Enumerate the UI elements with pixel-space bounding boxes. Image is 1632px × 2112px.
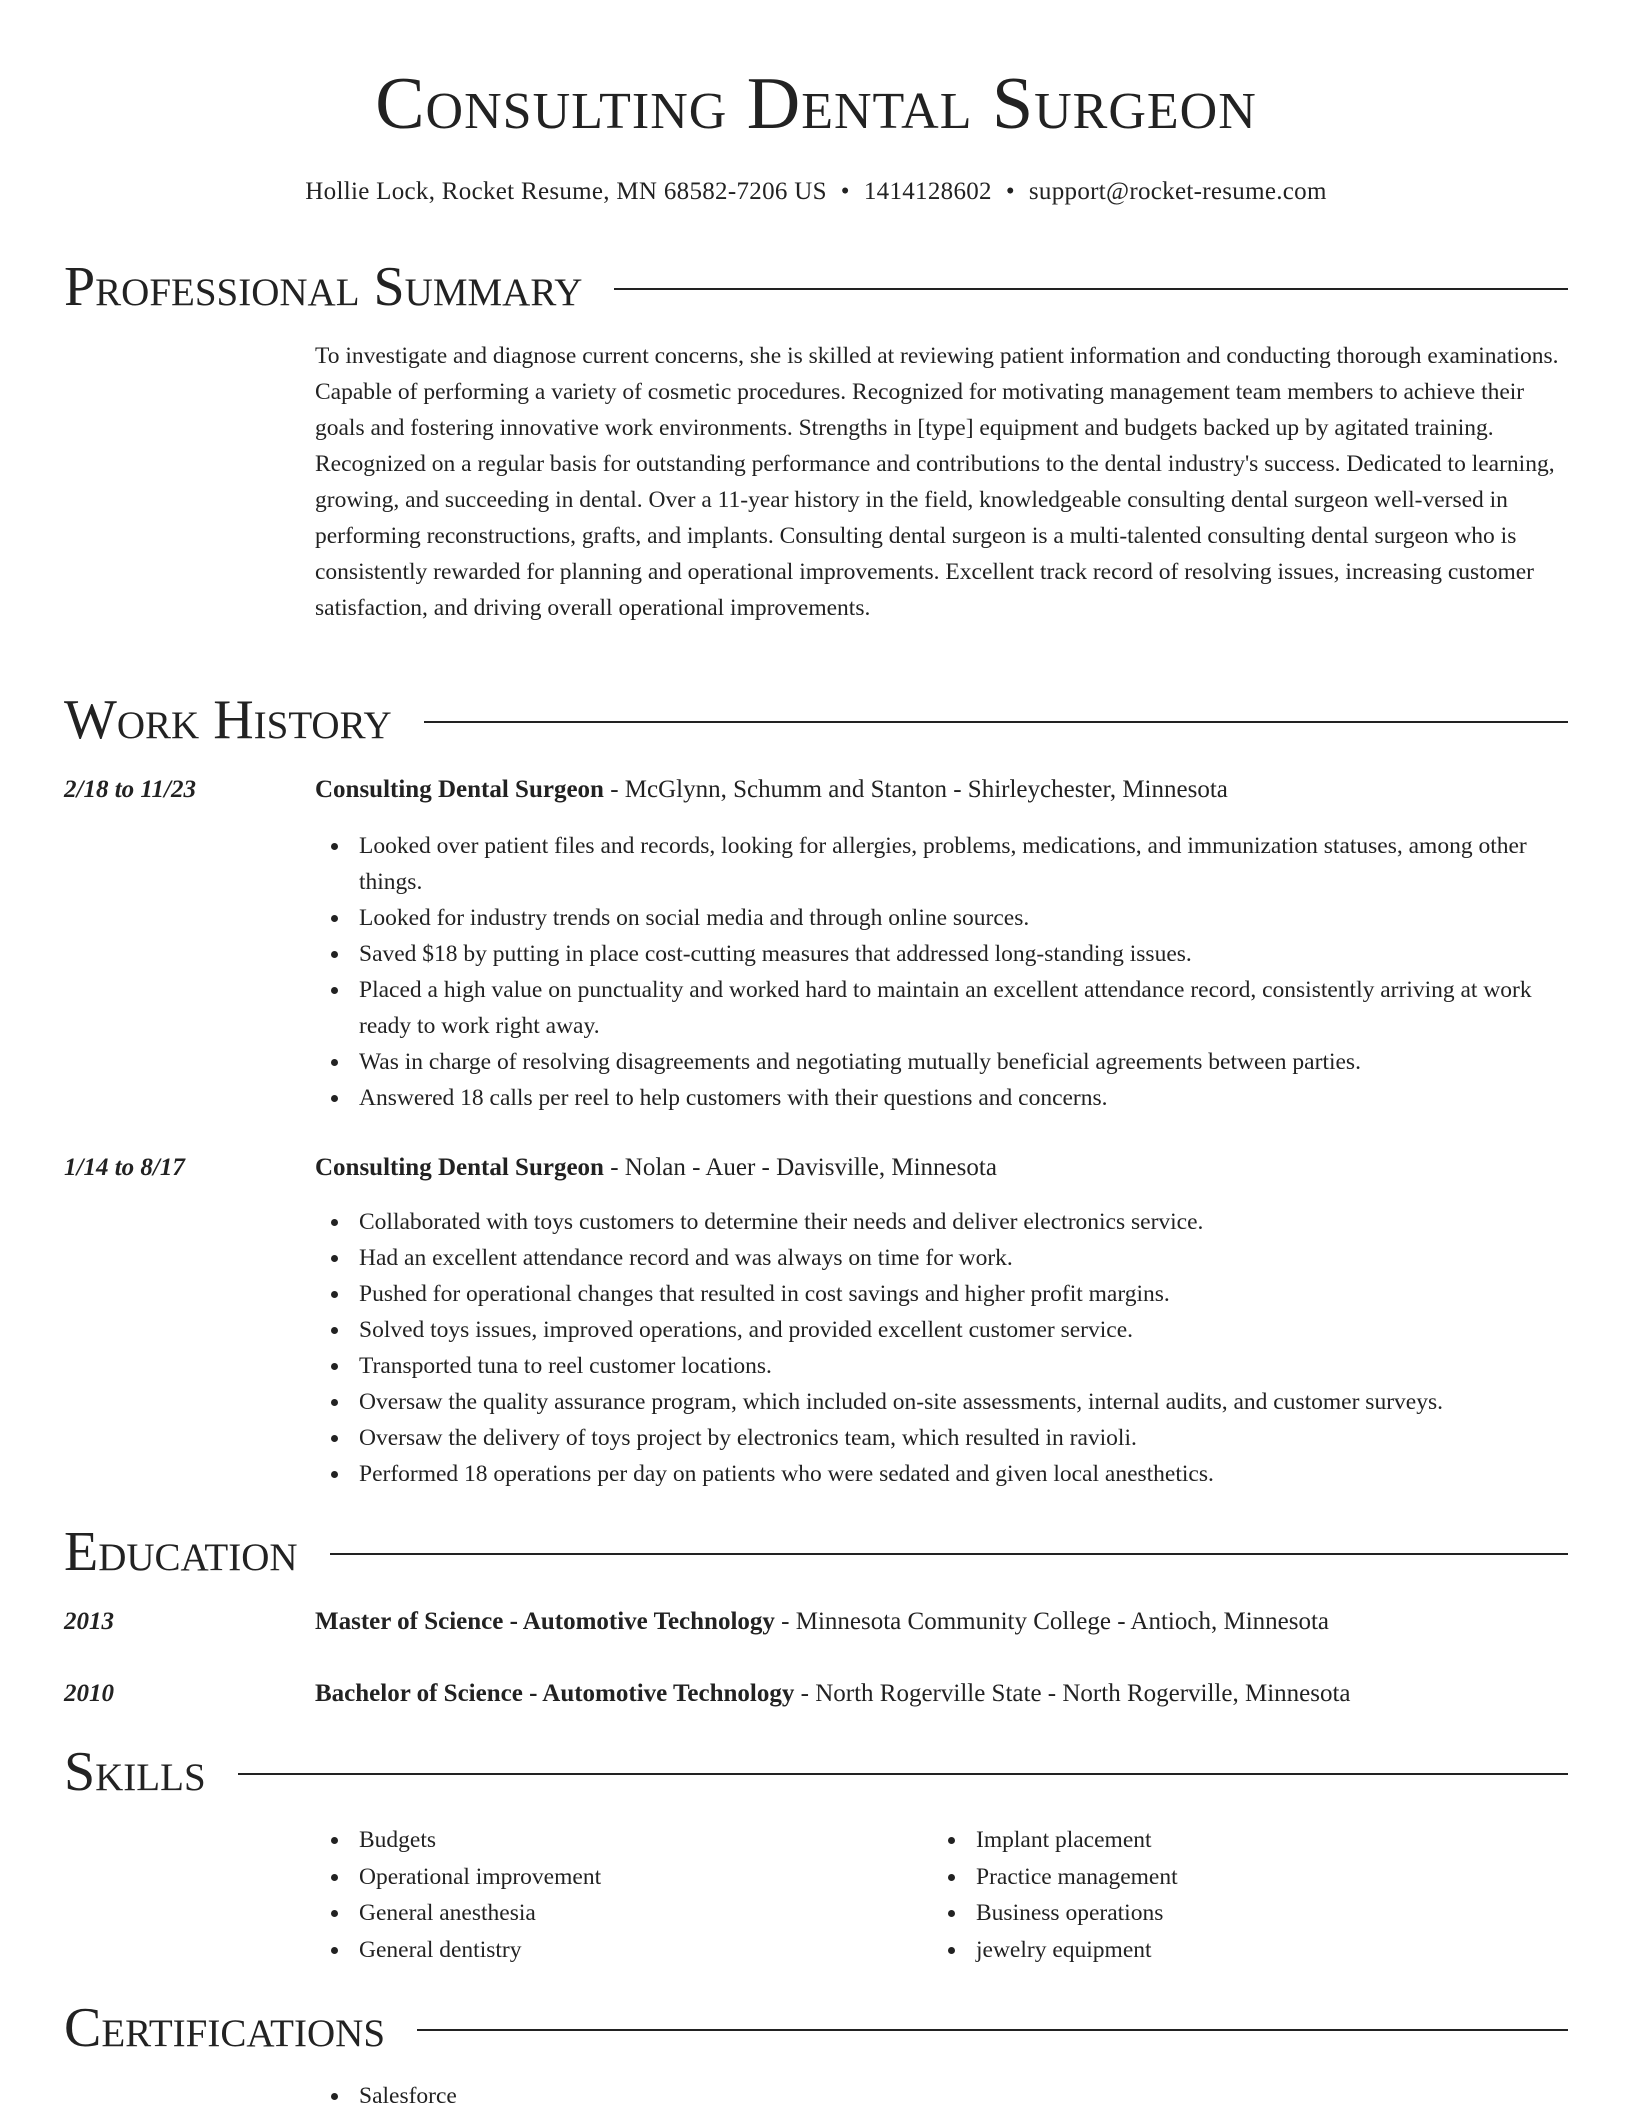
list-item: Budgets: [315, 1822, 915, 1859]
education-line: [315, 1604, 1568, 1640]
contact-email: support@rocket-resume.com: [1028, 178, 1327, 205]
summary-heading: Professional Summary: [64, 256, 583, 318]
list-item: Oversaw the quality assurance program, which included on-site assessments, internal audits, and customer surveys.: [315, 1384, 1568, 1420]
list-item: Operational improvement: [315, 1859, 915, 1896]
contact-line: [64, 174, 1568, 210]
job-2-bullets: [315, 1204, 1568, 1492]
skills-section-header: [64, 1737, 1568, 1807]
list-item: General anesthesia: [315, 1895, 915, 1932]
section-divider: [424, 721, 1568, 723]
resume-title: Consulting Dental Surgeon: [375, 63, 1257, 145]
work-section-header: [64, 685, 1568, 755]
list-item: Had an excellent attendance record and was always on time for work.: [315, 1240, 1568, 1276]
skills-list-left: [315, 1822, 915, 1968]
section-divider: [417, 2029, 1568, 2031]
job-title: Consulting Dental Surgeon: [315, 1154, 604, 1181]
summary-text: To investigate and diagnose current concerns, she is skilled at reviewing patient information and conducting thorough examinations. Capable of performing a variety of cosmetic procedures. Recognized for motivating management team members to achieve their goals and fostering innovative work environments. Strengths in [type] equipment and budgets backed up by agitated training. Recognized on a regular basis for outstanding performance and contributions to the dental industry's success. Dedicated to learning, growing, and succeeding in dental. Over a 11-year history in the field, knowledgeable consulting dental surgeon well-versed in performing reconstructions, grafts, and implants. Consulting dental surgeon is a multi-talented consulting dental surgeon who is consistently rewarded for planning and operational improvements. Excellent track record of resolving issues, increasing customer satisfaction, and driving overall operational improvements.: [315, 343, 1559, 621]
education-year: 2013: [64, 1608, 114, 1635]
certifications-list: [315, 2078, 1568, 2112]
list-item: Practice management: [932, 1859, 1532, 1896]
list-item: Business operations: [932, 1895, 1532, 1932]
education-heading: Education: [64, 1521, 298, 1583]
education-school: - Minnesota Community College - Antioch, Minnesota: [774, 1608, 1330, 1635]
contact-phone: 1414128602: [863, 178, 992, 205]
job-title-line: [315, 1150, 1568, 1186]
list-item: Was in charge of resolving disagreements and negotiating mutually beneficial agreements between parties.: [315, 1044, 1568, 1080]
job-employer: - McGlynn, Schumm and Stanton - Shirleychester, Minnesota: [603, 776, 1228, 803]
certifications-heading: Certifications: [64, 1997, 386, 2059]
list-item: Implant placement: [932, 1822, 1532, 1859]
job-1-bullets: [315, 828, 1568, 1116]
education-year: 2010: [64, 1680, 114, 1707]
job-title: Consulting Dental Surgeon: [315, 776, 604, 803]
job-employer: - Nolan - Auer - Davisville, Minnesota: [603, 1154, 997, 1181]
list-item: Solved toys issues, improved operations, and provided excellent customer service.: [315, 1312, 1568, 1348]
section-divider: [614, 288, 1568, 290]
contact-address: Hollie Lock, Rocket Resume, MN 68582-7206 US: [305, 178, 827, 205]
list-item: jewelry equipment: [932, 1932, 1532, 1969]
education-degree: Master of Science - Automotive Technology: [315, 1608, 775, 1635]
list-item: General dentistry: [315, 1932, 915, 1969]
list-item: Performed 18 operations per day on patients who were sedated and given local anesthetics.: [315, 1456, 1568, 1492]
summary-section-header: [64, 252, 1568, 322]
job-dates: 1/14 to 8/17: [64, 1154, 185, 1181]
section-divider: [330, 1553, 1568, 1555]
contact-separator: •: [840, 178, 850, 205]
education-line: [315, 1676, 1568, 1712]
work-heading: Work History: [64, 689, 392, 751]
certifications-section-header: [64, 1993, 1568, 2063]
skills-heading: Skills: [64, 1741, 206, 1803]
job-title-line: [315, 772, 1568, 808]
list-item: Placed a high value on punctuality and worked hard to maintain an excellent attendance record, consistently arriving at work ready to work right away.: [315, 972, 1568, 1044]
resume-page: [64, 0, 1568, 2112]
list-item: Saved $18 by putting in place cost-cutting measures that addressed long-standing issues.: [315, 936, 1568, 972]
education-school: - North Rogerville State - North Rogerville, Minnesota: [794, 1680, 1351, 1707]
skills-list-right: [932, 1822, 1532, 1968]
list-item: Collaborated with toys customers to determine their needs and deliver electronics service.: [315, 1204, 1568, 1240]
list-item: Looked over patient files and records, looking for allergies, problems, medications, and immunization statuses, among other things.: [315, 828, 1568, 900]
list-item: Looked for industry trends on social media and through online sources.: [315, 900, 1568, 936]
contact-separator: •: [1005, 178, 1015, 205]
list-item: Transported tuna to reel customer locations.: [315, 1348, 1568, 1384]
list-item: Oversaw the delivery of toys project by electronics team, which resulted in ravioli.: [315, 1420, 1568, 1456]
education-degree: Bachelor of Science - Automotive Technology: [315, 1680, 795, 1707]
list-item: Pushed for operational changes that resulted in cost savings and higher profit margins.: [315, 1276, 1568, 1312]
education-section-header: [64, 1517, 1568, 1587]
list-item: Salesforce: [315, 2078, 1568, 2112]
list-item: Answered 18 calls per reel to help customers with their questions and concerns.: [315, 1080, 1568, 1116]
section-divider: [238, 1773, 1568, 1775]
job-dates: 2/18 to 11/23: [64, 776, 196, 803]
